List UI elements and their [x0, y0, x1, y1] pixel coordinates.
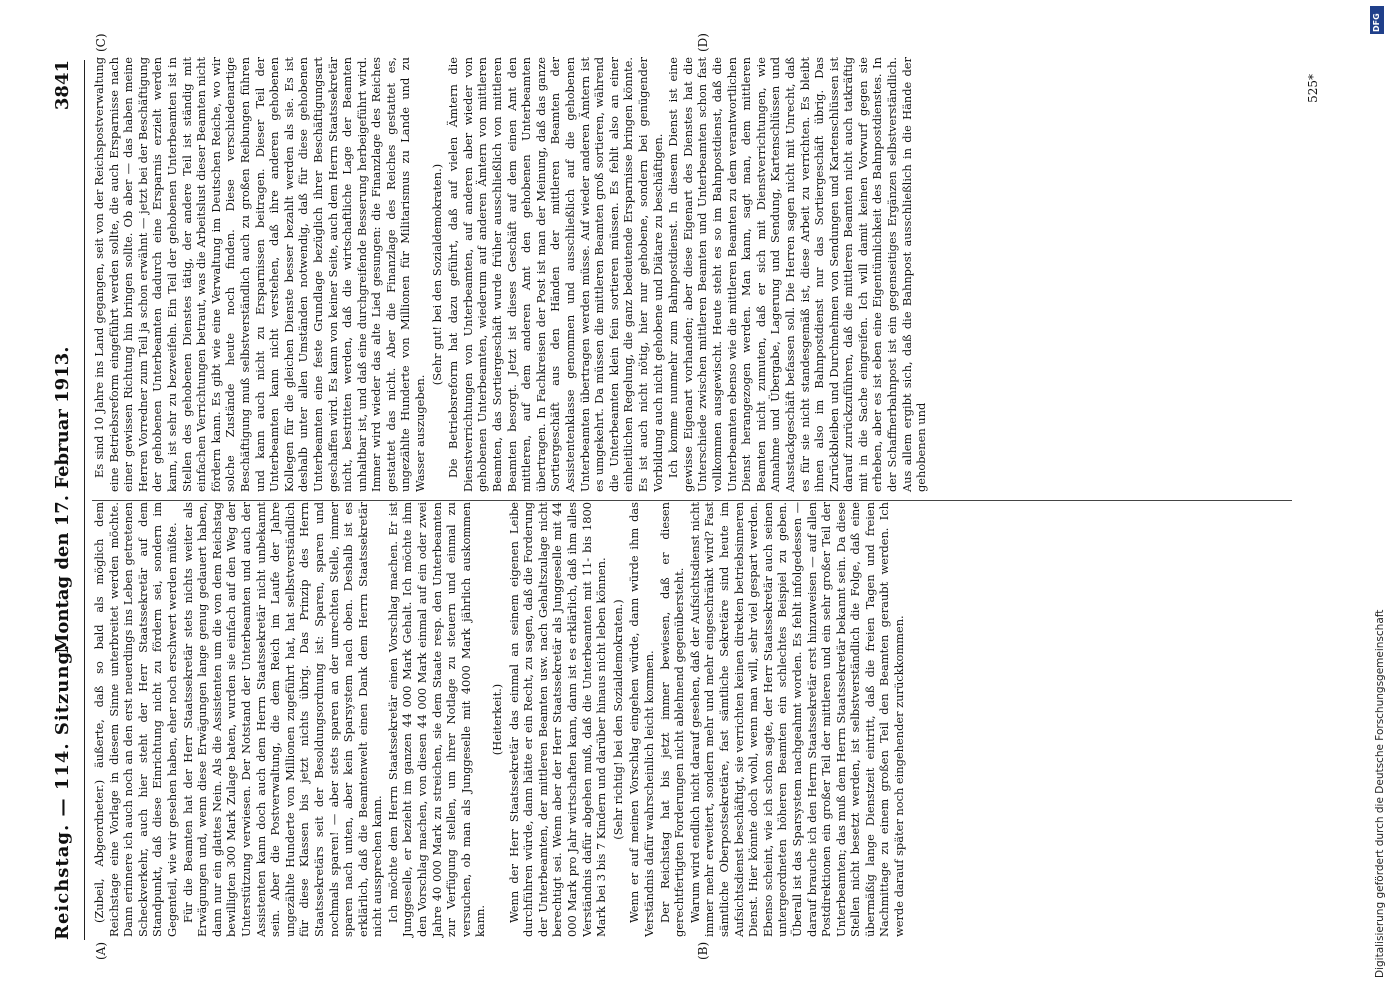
margin-marker-a: (A): [94, 941, 108, 960]
paragraph: Der Reichstag hat bis jetzt immer bewiesen, daß er diesen gerechtfertigten Forderungen nicht ablehnend gegenübersteht.: [657, 502, 687, 937]
paragraph: Wenn der Herr Staatssekretär das einmal an seinem eigenen Leibe durchführen würde, dann hätte er ein Recht, zu sagen, daß die Forderung der Unterbeamten, der mittleren Beamten usw. nach Gehaltszulage nicht berechtigt sei. Wenn aber der Herr Staatssekretär als Junggeselle mit 44 000 Mark pro Jahr wirtschaften kann, dann ist es erklärlich, daß ihm alles Verständnis dafür abgehen muß, daß die Unterbeamten mit 11- bis 1800 Mark bei 3 bis 7 Kindern und darüber hinaus nicht leben können.: [506, 502, 609, 937]
digitization-note-strip: [1372, 18, 1388, 978]
paragraph: Warum wird endlich nicht darauf gesehen, daß der Aufsichtsdienst nicht immer mehr erweitert, sondern mehr und mehr eingeschränkt wird? Fast sämtliche Oberpostsekretäre, fast sämtliche Sekretäre sind heute im Aufsichtsdienst beschäftigt, sie verrichten keinen direkten betriebsinneren Dienst. Hier könnte doch wohl, wenn man will, sehr viel gespart werden. Ebenso scheint, wie ich schon sagte, der Herr Staatssekretär auch seinen untergeordneten höheren Beamten ein schlechtes Beispiel zu geben. Überall ist das Sparsystem nachgeahmt worden. Es fehlt infolgedessen — darauf brauche ich den Herrn Staatssekretär erst hinzuweisen — auf allen Postdirektionen ein großer Teil der mittleren und ein sehr großer Teil der Unterbeamten; das muß dem Herrn Staatssekretär bekannt sein. Da diese Stellen nicht besetzt werden, ist selbstverständlich die Folge, daß eine übermäßig lange Dienstzeit eintritt, daß die freien Tagen und freien Nachmittage zu einem großen Teil den Beamten geraubt werden. Ich werde darauf später noch eingehender zurückkommen.: [687, 502, 907, 937]
header-page-number: 3841: [52, 60, 73, 111]
right-text-column: [92, 57, 1317, 492]
paragraph: Ich komme nunmehr zum Bahnpostdienst. In diesem Dienst ist eine gewisse Eigenart vorhanden; aber diese Eigenart des Dienstes hat die Unterschiede zwischen mittleren Beamten und Unterbeamten schon fast vollkommen ausgewischt. Heute steht es so im Bahnpostdienst, daß die Unterbeamten ebenso wie die mittleren Beamten zu dem verantwortlichen Dienst herangezogen werden. Man kann, sagt man, dem mittleren Beamten nicht zumuten, daß er sich mit Dienstverrichtungen, wie Annahme und Übergabe, Lagerung und Sendung, Kartenschlüssen und Ausstackgeschäft befassen soll. Die Herren sagen nicht mit Unrecht, daß es für sie nicht standesgemäß ist, diese Arbeit zu verrichten. Es bleibt ihnen also im Bahnpostdienst nur das Sortiergeschäft übrig. Das Zurückbleiben und Durchnehmen von Sendungen und Kartenschlüssen ist darauf zurückzuführen, daß die mittleren Beamten nicht auch tatkräftig mit in die Sache eingreifen. Ich will damit keinen Vorwurf gegen sie erheben, aber es ist eben eine Eigentümlichkeit des Bahnpostdienstes. In der Schaffnerbahnpost ist ein gegenseitiges Ergänzen selbstverständlich. Aus allem ergibt sich, daß die Bahnpost ausschließlich in die Hände der gehobenen und: [666, 57, 929, 492]
paragraph: Es sind 10 Jahre ins Land gegangen, seit von der Reichspostverwaltung eine Betriebsreform eingeführt werden sollte, die auch Ersparnisse nach einer gewissen Richtung hin bringen sollte. Ob aber — das haben meine Herren Vorredner zum Teil ja schon erwähnt — jetzt bei der Beschäftigung der gehobenen Unterbeamten dadurch eine Ersparnis erzielt werden kann, ist sehr zu bezweifeln. Ein Teil der gehobenen Unterbeamten ist in Stellen des gehobenen Dienstes tätig, der andere Teil ist ständig mit einfachen Verrichtungen betraut, was die Arbeitslust dieser Beamten nicht fördern kann. Es gibt wie eine Verwaltung im Deutschen Reiche, wo wir solche Zustände heute noch finden. Diese verschiedenartige Beschäftigung muß selbstverständlich auch zu großen Reibungen führen und kann auch nicht zu Ersparnissen beitragen. Dieser Teil der Unterbeamten kann nicht verstehen, daß ihre anderen gehobenen Kollegen für die gleichen Dienste besser bezahlt werden als sie. Es ist deshalb unter allen Umständen notwendig, daß für diese gehobenen Unterbeamten eine feste Grundlage bezüglich ihrer Beschäftigungsart geschaffen wird. Es kann von keiner Seite, auch dem Herrn Staatssekretär nicht, bestritten werden, daß die wirtschaftliche Lage der Beamten unhaltbar ist, und daß eine durchgreifende Besserung herbeigeführt wird. Immer wird wieder das alte Lied gesungen: die Finanzlage des Reiches gestattet das nicht. Aber die Finanzlage des Reiches gestattet es, ungezählte Hunderte von Millionen für Militarismus zu Lande und zu Wasser auszugeben.: [92, 57, 428, 492]
stage-direction: (Sehr gut! bei den Sozialdemokraten.): [429, 163, 444, 386]
margin-marker-d: (D): [696, 33, 710, 52]
paragraph: (Zubeil, Abgeordneter.) äußerte, daß so bald als möglich dem Reichstage eine Vorlage in diesem Sinne unterbreitet werden möchte. Dann erinnere ich auch noch an den erst neuerdings ins Leben getretenen Scheckverkehr, auch hier steht der Herr Staatssekretär auf dem Standpunkt, daß diese Einrichtung nicht zu fördern sei, sondern im Gegenteil, wie wir gesehen haben, eher noch erschwert werden müßte.: [92, 502, 179, 937]
paragraph: Ich möchte dem Herrn Staatssekretär einen Vorschlag machen. Er ist Junggeselle, er bezieht im ganzen 44 000 Mark Gehalt. Ich möchte ihm den Vorschlag machen, von diesen 44 000 Mark einmal auf ein oder zwei Jahre 40 000 Mark zu streichen, sie dem Staate resp. den Unterbeamten zur Verfügung stellen, um ihrer Notlage zu steuern und einmal zu versuchen, ob man als Junggeselle mit 4000 Mark jährlich auskommen kann.: [385, 502, 488, 937]
column-divider: [92, 500, 1292, 501]
header-title-left: Reichstag. — 114. Sitzung.: [52, 643, 73, 940]
paragraph: Die Betriebsreform hat dazu geführt, daß auf vielen Ämtern die Dienstverrichtungen von Unterbeamten, auf anderen aber wieder von gehobenen Unterbeamten, wiederum auf anderen Ämtern von mittleren Beamten, das Sortiergeschäft wurde früher ausschließlich von mittleren Beamten besorgt. Jetzt ist dieses Geschäft auf dem einen Amt den mittleren, auf dem anderen Amt den gehobenen Unterbeamten übertragen. In Fachkreisen der Post ist man der Meinung, daß das ganze Sortiergeschäft aus den Händen der mittleren Beamten der Assistentenklasse genommen und ausschließlich auf die gehobenen Unterbeamten übertragen werden müsse. Auf wieder anderen Ämtern ist es umgekehrt. Da müssen die mittleren Beamten groß sortieren, während die Unterbeamten klein fein sortieren müssen. Es fehlt also an einer einheitlichen Regelung, die ganz bedeutende Ersparnisse bringen könnte. Es ist auch nicht nötig, hier nur gehobene, sondern bei genügender Vorbildung auch nicht gehobene und Diätare zu beschäftigen.: [446, 57, 665, 492]
page-header: [52, 60, 82, 940]
header-date: Montag den 17. Februar 1913.: [52, 346, 73, 654]
dfg-logo-text: DFG: [1372, 13, 1381, 32]
paragraph: Für die Beamten hat der Herr Staatssekretär stets nichts weiter als Erwägungen und, wenn diese Erwägungen lange genug gedauert haben, dann nur ein glattes Nein. Als die Assistenten um die von dem Reichstag bewilligten 300 Mark Zulage baten, wurden sie einfach auf den Weg der Unterstützung verwiesen. Der Notstand der Unterbeamten und auch der Assistenten kann doch auch dem Herrn Staatssekretär nicht unbekannt sein. Aber die Postverwaltung, die dem Reich im Laufe der Jahre ungezählte Hunderte von Millionen zugeführt hat, hat selbstverständlich für diese Klassen bis jetzt nichts übrig. Das Prinzip des Herrn Staatssekretärs seit der Besoldungsordnung ist: Sparen, sparen und nochmals sparen! — aber stets sparen an der unrechten Stelle, immer sparen nach unten, aber kein Sparsystem nach oben. Deshalb ist es erklärlich, daß die Beamtenwelt einen Dank dem Herrn Staatssekretär nicht aussprechen kann.: [180, 502, 385, 937]
left-text-column: [92, 502, 1317, 937]
stage-direction: (Heiterkeit.): [490, 683, 505, 756]
stage-direction: (Sehr richtig! bei den Sozialdemokraten.): [610, 599, 625, 840]
paragraph: Wenn er auf meinen Vorschlag eingehen würde, dann würde ihm das Verständnis dafür wahrscheinlich leicht kommen.: [627, 502, 656, 937]
digitization-note: Digitalisierung gefördert durch die Deutsche Forschungsgemeinschaft: [1374, 609, 1386, 978]
page-signature-mark: 525*: [1306, 74, 1320, 103]
margin-marker-b: (B): [696, 941, 710, 960]
header-rule: [84, 60, 85, 940]
margin-marker-c: (C): [94, 33, 108, 52]
